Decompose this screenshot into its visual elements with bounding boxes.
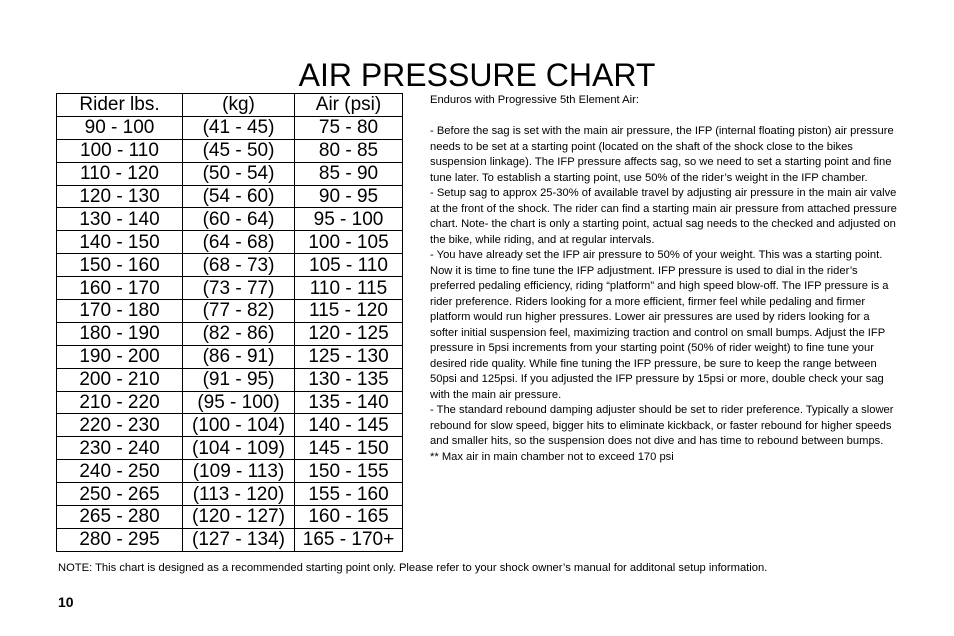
table-row bbox=[57, 528, 403, 551]
footnote: NOTE: This chart is designed as a recommended starting point only. Please refer to your shock owner’s manual for additonal setup information. bbox=[58, 562, 768, 574]
cell-air-psi: 115 - 120 bbox=[295, 300, 403, 323]
cell-air-psi: 135 - 140 bbox=[295, 391, 403, 414]
table-row bbox=[57, 460, 403, 483]
cell-rider-lbs: 160 - 170 bbox=[57, 277, 183, 300]
notes-paragraph: ** Max air in main chamber not to exceed 170 psi bbox=[430, 450, 674, 463]
table-row bbox=[57, 277, 403, 300]
table-body bbox=[57, 116, 403, 551]
cell-kg: (64 - 68) bbox=[183, 231, 295, 254]
air-pressure-table bbox=[56, 93, 403, 552]
cell-kg: (120 - 127) bbox=[183, 506, 295, 529]
cell-rider-lbs: 240 - 250 bbox=[57, 460, 183, 483]
cell-air-psi: 165 - 170+ bbox=[295, 528, 403, 551]
cell-air-psi: 155 - 160 bbox=[295, 483, 403, 506]
cell-air-psi: 100 - 105 bbox=[295, 231, 403, 254]
table-row bbox=[57, 391, 403, 414]
cell-kg: (91 - 95) bbox=[183, 368, 295, 391]
table-row bbox=[57, 185, 403, 208]
cell-kg: (60 - 64) bbox=[183, 208, 295, 231]
table-row bbox=[57, 116, 403, 139]
cell-air-psi: 90 - 95 bbox=[295, 185, 403, 208]
cell-rider-lbs: 180 - 190 bbox=[57, 322, 183, 345]
cell-rider-lbs: 190 - 200 bbox=[57, 345, 183, 368]
cell-air-psi: 140 - 145 bbox=[295, 414, 403, 437]
header-kg: (kg) bbox=[183, 94, 295, 117]
cell-air-psi: 85 - 90 bbox=[295, 162, 403, 185]
header-rider-lbs: Rider lbs. bbox=[57, 94, 183, 117]
cell-air-psi: 120 - 125 bbox=[295, 322, 403, 345]
table-row bbox=[57, 322, 403, 345]
table-row bbox=[57, 208, 403, 231]
cell-kg: (82 - 86) bbox=[183, 322, 295, 345]
table-row bbox=[57, 254, 403, 277]
cell-rider-lbs: 250 - 265 bbox=[57, 483, 183, 506]
cell-rider-lbs: 170 - 180 bbox=[57, 300, 183, 323]
notes-paragraph: - The standard rebound damping adjuster should be set to rider preference. Typically a slower rebound for slow speed, bigger hits to eliminate kickback, or faster rebound for higher speeds and smaller hits, so the suspension does not dive and has time to rebound between bumps. bbox=[430, 404, 894, 447]
table-row bbox=[57, 437, 403, 460]
cell-kg: (50 - 54) bbox=[183, 162, 295, 185]
cell-air-psi: 80 - 85 bbox=[295, 139, 403, 162]
cell-air-psi: 160 - 165 bbox=[295, 506, 403, 529]
cell-air-psi: 95 - 100 bbox=[295, 208, 403, 231]
cell-rider-lbs: 150 - 160 bbox=[57, 254, 183, 277]
table-row bbox=[57, 139, 403, 162]
table-header-row bbox=[57, 94, 403, 117]
cell-air-psi: 110 - 115 bbox=[295, 277, 403, 300]
cell-air-psi: 130 - 135 bbox=[295, 368, 403, 391]
table-row bbox=[57, 368, 403, 391]
table-row bbox=[57, 231, 403, 254]
cell-kg: (68 - 73) bbox=[183, 254, 295, 277]
notes-paragraph: - Before the sag is set with the main air pressure, the IFP (internal floating piston) air pressure needs to be set at a starting point (located on the shaft of the shock close to the bikes suspension linkage). The IFP pressure affects sag, so we need to set a starting point and fine tune later. To establish a starting point, use 50% of the rider’s weight in the IFP chamber. bbox=[430, 125, 894, 184]
cell-kg: (86 - 91) bbox=[183, 345, 295, 368]
notes-paragraph: - You have already set the IFP air pressure to 50% of your weight. This was a starting point. Now it is time to fine tune the IFP adjustment. IFP pressure is used to dial in the rider’s preferred pedaling efficiency, riding “platform” and high speed blow-off. The IFP pressure is a rider preference. Riders looking for a more efficient, firmer feel while pedaling and firmer platform would run higher pressures. Lower air pressures are used by riders looking for a softer initial suspension feel, maximizing traction and control on small bumps. Adjust the IFP pressure in 5psi increments from your starting point (50% of rider weight) to fine tune your desired ride quality. While fine tuning the IFP pressure, be sure to keep the range between 50psi and 125psi. If you adjusted the IFP pressure by 15psi or more, double check your sag with the main air pressure. bbox=[430, 249, 889, 401]
cell-rider-lbs: 210 - 220 bbox=[57, 391, 183, 414]
cell-air-psi: 150 - 155 bbox=[295, 460, 403, 483]
setup-notes bbox=[430, 93, 900, 465]
cell-air-psi: 75 - 80 bbox=[295, 116, 403, 139]
cell-kg: (95 - 100) bbox=[183, 391, 295, 414]
table-row bbox=[57, 414, 403, 437]
cell-air-psi: 125 - 130 bbox=[295, 345, 403, 368]
notes-heading: Enduros with Progressive 5th Element Air: bbox=[430, 94, 639, 106]
cell-rider-lbs: 120 - 130 bbox=[57, 185, 183, 208]
table-row bbox=[57, 300, 403, 323]
notes-paragraph: - Setup sag to approx 25-30% of available travel by adjusting air pressure in the main air valve at the front of the shock. The rider can find a starting main air pressure from attached pressure chart. Note- the chart is only a starting point, actual sag needs to the checked and adjusted on the bike, while riding, and at regular intervals. bbox=[430, 187, 897, 246]
cell-rider-lbs: 265 - 280 bbox=[57, 506, 183, 529]
cell-kg: (100 - 104) bbox=[183, 414, 295, 437]
cell-rider-lbs: 220 - 230 bbox=[57, 414, 183, 437]
page-number: 10 bbox=[58, 594, 74, 610]
cell-rider-lbs: 200 - 210 bbox=[57, 368, 183, 391]
page-title: AIR PRESSURE CHART bbox=[298, 57, 656, 93]
table-row bbox=[57, 483, 403, 506]
header-air-psi: Air (psi) bbox=[295, 94, 403, 117]
cell-kg: (54 - 60) bbox=[183, 185, 295, 208]
cell-rider-lbs: 90 - 100 bbox=[57, 116, 183, 139]
notes-spacer bbox=[430, 109, 900, 125]
cell-kg: (45 - 50) bbox=[183, 139, 295, 162]
cell-kg: (127 - 134) bbox=[183, 528, 295, 551]
cell-rider-lbs: 280 - 295 bbox=[57, 528, 183, 551]
cell-rider-lbs: 140 - 150 bbox=[57, 231, 183, 254]
cell-rider-lbs: 110 - 120 bbox=[57, 162, 183, 185]
cell-rider-lbs: 100 - 110 bbox=[57, 139, 183, 162]
cell-kg: (41 - 45) bbox=[183, 116, 295, 139]
cell-kg: (109 - 113) bbox=[183, 460, 295, 483]
cell-air-psi: 105 - 110 bbox=[295, 254, 403, 277]
cell-air-psi: 145 - 150 bbox=[295, 437, 403, 460]
cell-kg: (104 - 109) bbox=[183, 437, 295, 460]
table-row bbox=[57, 162, 403, 185]
cell-kg: (77 - 82) bbox=[183, 300, 295, 323]
table-row bbox=[57, 506, 403, 529]
cell-rider-lbs: 230 - 240 bbox=[57, 437, 183, 460]
table-row bbox=[57, 345, 403, 368]
cell-kg: (73 - 77) bbox=[183, 277, 295, 300]
cell-rider-lbs: 130 - 140 bbox=[57, 208, 183, 231]
cell-kg: (113 - 120) bbox=[183, 483, 295, 506]
